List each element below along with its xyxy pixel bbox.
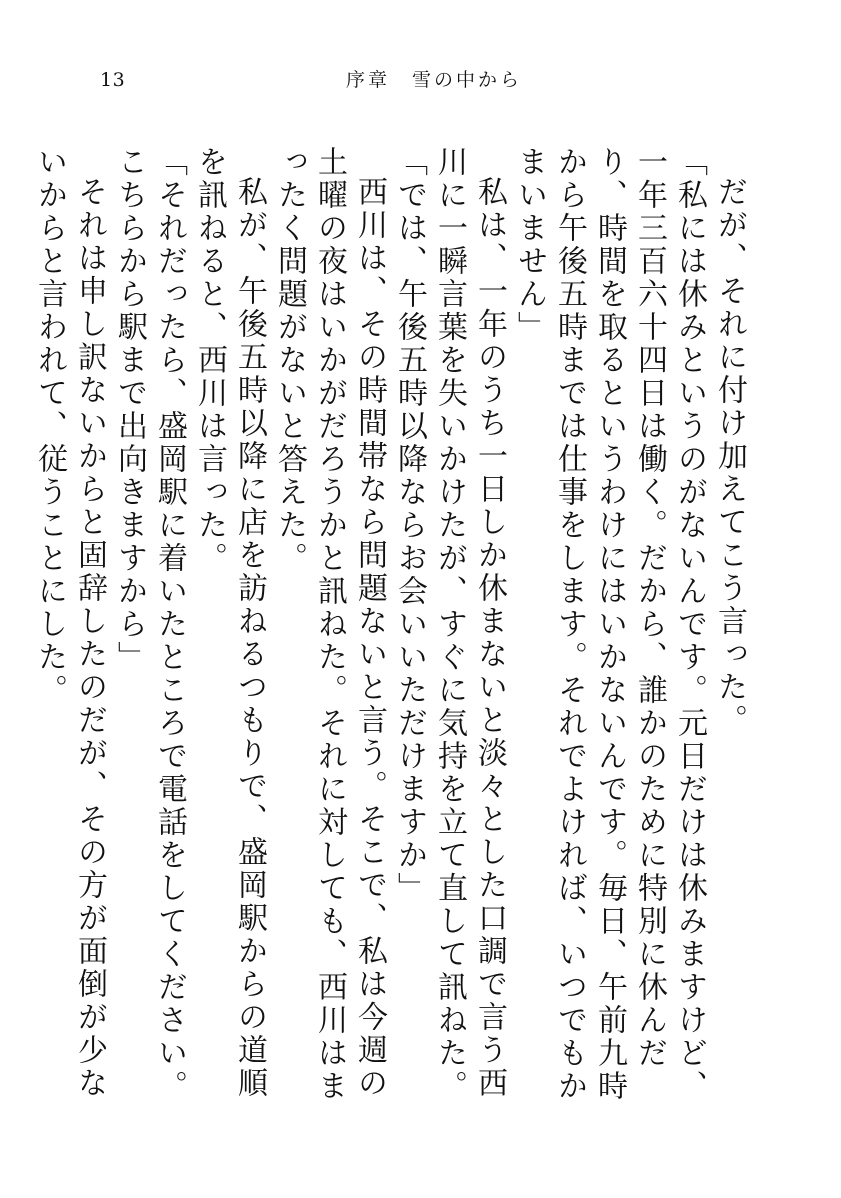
paragraph-dialogue: 「それだったら、盛岡駅に着いたところで電話をしてください。こちらから駅まで出向きますから」 bbox=[112, 146, 187, 1103]
paragraph: だが、それに付け加えてこう言った。 bbox=[712, 176, 747, 737]
vertical-text-block bbox=[32, 146, 749, 1116]
paragraph-dialogue: 「では、午後五時以降ならお会いいただけますか」 bbox=[392, 146, 427, 905]
paragraph-dialogue: 「私には休みというのがないんです。元日だけは休みますけど、一年三百六十四日は働く。だから、誰かのために特別に休んだり、時間を取るというわけにはいかないんです。毎日、午前九時から午後五時までは仕事をします。それでよければ、いつでもかまいません」 bbox=[512, 146, 707, 1103]
running-header: 序章 雪の中から bbox=[346, 69, 523, 91]
paragraph: それは申し訳ないからと固辞したのだが、その方が面倒が少ないからと言われて、従うことにした。 bbox=[32, 146, 107, 1100]
paragraph: 西川は、その時間帯なら問題ないと言う。そこで、私は今週の土曜の夜はいかがだろうかと訊ねた。それに対しても、西川はまったく問題がないと答えた。 bbox=[272, 146, 387, 1103]
paragraph: 私が、午後五時以降に店を訪ねるつもりで、盛岡駅からの道順を訊ねると、西川は言った。 bbox=[192, 146, 267, 1100]
paragraph: 私は、一年のうち一日しか休まないと淡々とした口調で言う西川に一瞬言葉を失いかけたが、すぐに気持を立て直して訊ねた。 bbox=[432, 146, 507, 1103]
page-number: 13 bbox=[100, 69, 126, 91]
